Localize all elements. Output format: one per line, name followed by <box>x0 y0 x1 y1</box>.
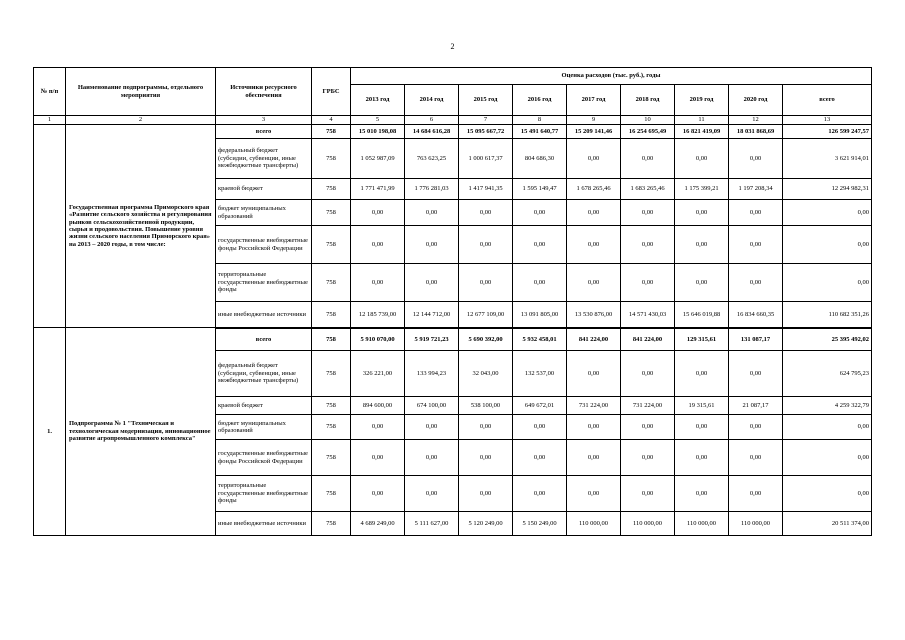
year-value: 0,00 <box>459 440 513 476</box>
year-value: 1 595 149,47 <box>513 179 567 200</box>
year-value: 0,00 <box>459 200 513 226</box>
year-value: 14 684 616,28 <box>405 125 459 139</box>
page-number: 2 <box>450 42 455 51</box>
total-value: 4 259 322,79 <box>783 397 872 415</box>
year-value: 804 686,30 <box>513 139 567 179</box>
funding-source: иные внебюджетные источники <box>216 512 312 536</box>
year-value: 0,00 <box>675 415 729 440</box>
header-grbs: ГРБС <box>312 68 351 116</box>
total-value: 0,00 <box>783 226 872 264</box>
year-value: 0,00 <box>621 476 675 512</box>
grbs-code: 758 <box>312 226 351 264</box>
year-value: 538 100,00 <box>459 397 513 415</box>
total-value: 12 294 982,31 <box>783 179 872 200</box>
year-value: 1 683 265,46 <box>621 179 675 200</box>
year-value: 0,00 <box>675 200 729 226</box>
grbs-code: 758 <box>312 139 351 179</box>
program-name: Государственная программа Приморского края «Развитие сельского хозяйства и регулирования рынков сельскохозяйственной продукции, сырья и продовольствия. Повышение уровня жизни сельского населения Приморского края» на 2013 – 2020 годы, в том числе: <box>66 125 216 328</box>
year-value: 0,00 <box>405 226 459 264</box>
year-value: 0,00 <box>513 200 567 226</box>
year-value: 1 678 265,46 <box>567 179 621 200</box>
column-number: 9 <box>567 116 621 125</box>
row-number <box>34 125 66 328</box>
year-value: 0,00 <box>405 200 459 226</box>
header-year: 2019 год <box>675 85 729 116</box>
year-value: 1 197 208,34 <box>729 179 783 200</box>
year-value: 14 571 430,03 <box>621 302 675 328</box>
year-value: 0,00 <box>621 226 675 264</box>
table-row <box>34 328 872 351</box>
total-value: 0,00 <box>783 200 872 226</box>
year-value: 15 095 667,72 <box>459 125 513 139</box>
year-value: 13 530 876,00 <box>567 302 621 328</box>
year-value: 0,00 <box>621 415 675 440</box>
year-value: 0,00 <box>567 139 621 179</box>
header-num: № п/п <box>34 68 66 116</box>
year-value: 5 932 458,01 <box>513 328 567 351</box>
column-number: 1 <box>34 116 66 125</box>
year-value: 13 091 805,00 <box>513 302 567 328</box>
year-value: 0,00 <box>675 476 729 512</box>
year-value: 731 224,00 <box>567 397 621 415</box>
table-row <box>34 125 872 139</box>
year-value: 0,00 <box>351 200 405 226</box>
year-value: 12 677 109,00 <box>459 302 513 328</box>
grbs-code: 758 <box>312 397 351 415</box>
year-value: 674 100,00 <box>405 397 459 415</box>
year-value: 15 209 141,46 <box>567 125 621 139</box>
grbs-code: 758 <box>312 512 351 536</box>
year-value: 15 491 640,77 <box>513 125 567 139</box>
column-number: 10 <box>621 116 675 125</box>
year-value: 0,00 <box>621 351 675 397</box>
total-value: 110 682 351,26 <box>783 302 872 328</box>
year-value: 841 224,00 <box>621 328 675 351</box>
funding-source: федеральный бюджет (субсидии, субвенции, иные межбюджетные трансферты) <box>216 139 312 179</box>
year-value: 18 031 868,69 <box>729 125 783 139</box>
year-value: 32 043,00 <box>459 351 513 397</box>
year-value: 0,00 <box>351 264 405 302</box>
year-value: 0,00 <box>729 476 783 512</box>
year-value: 0,00 <box>621 264 675 302</box>
total-value: 0,00 <box>783 476 872 512</box>
expenditure-table <box>33 67 872 536</box>
total-value: 20 511 374,00 <box>783 512 872 536</box>
year-value: 12 185 739,00 <box>351 302 405 328</box>
year-value: 1 771 471,99 <box>351 179 405 200</box>
total-value: 126 599 247,57 <box>783 125 872 139</box>
program-name: Подпрограмма № 1 "Техническая и технологическая модернизация, инновационное развитие агропромышленного комплекса" <box>66 328 216 536</box>
grbs-code: 758 <box>312 440 351 476</box>
year-value: 0,00 <box>513 415 567 440</box>
year-value: 1 052 987,09 <box>351 139 405 179</box>
year-value: 0,00 <box>621 200 675 226</box>
grbs-code: 758 <box>312 264 351 302</box>
grbs-code: 758 <box>312 179 351 200</box>
year-value: 15 010 198,08 <box>351 125 405 139</box>
year-value: 0,00 <box>351 226 405 264</box>
funding-source: краевой бюджет <box>216 397 312 415</box>
year-value: 16 821 419,09 <box>675 125 729 139</box>
year-value: 0,00 <box>621 139 675 179</box>
year-value: 0,00 <box>675 226 729 264</box>
total-value: 25 395 492,02 <box>783 328 872 351</box>
grbs-code: 758 <box>312 476 351 512</box>
year-value: 326 221,00 <box>351 351 405 397</box>
grbs-code: 758 <box>312 125 351 139</box>
year-value: 0,00 <box>675 351 729 397</box>
year-value: 110 000,00 <box>675 512 729 536</box>
year-value: 0,00 <box>567 415 621 440</box>
year-value: 0,00 <box>675 440 729 476</box>
header-year: 2015 год <box>459 85 513 116</box>
year-value: 1 776 281,03 <box>405 179 459 200</box>
funding-source: федеральный бюджет (субсидии, субвенции, иные межбюджетные трансферты) <box>216 351 312 397</box>
year-value: 0,00 <box>459 264 513 302</box>
year-value: 110 000,00 <box>621 512 675 536</box>
header-year: всего <box>783 85 872 116</box>
year-value: 0,00 <box>351 415 405 440</box>
year-value: 0,00 <box>405 440 459 476</box>
year-value: 5 120 249,00 <box>459 512 513 536</box>
year-value: 12 144 712,00 <box>405 302 459 328</box>
year-value: 1 000 617,37 <box>459 139 513 179</box>
column-number: 5 <box>351 116 405 125</box>
column-number: 2 <box>66 116 216 125</box>
year-value: 894 600,00 <box>351 397 405 415</box>
year-value: 0,00 <box>513 226 567 264</box>
year-value: 5 919 721,23 <box>405 328 459 351</box>
header-year: 2016 год <box>513 85 567 116</box>
total-value: 0,00 <box>783 264 872 302</box>
year-value: 0,00 <box>405 264 459 302</box>
year-value: 0,00 <box>513 476 567 512</box>
header-source: Источники ресурсного обеспечения <box>216 68 312 116</box>
year-value: 15 646 019,88 <box>675 302 729 328</box>
header-year: 2018 год <box>621 85 675 116</box>
column-number: 6 <box>405 116 459 125</box>
year-value: 731 224,00 <box>621 397 675 415</box>
grbs-code: 758 <box>312 415 351 440</box>
year-value: 129 315,61 <box>675 328 729 351</box>
total-value: 3 621 914,01 <box>783 139 872 179</box>
header-year: 2017 год <box>567 85 621 116</box>
year-value: 133 994,23 <box>405 351 459 397</box>
year-value: 19 315,61 <box>675 397 729 415</box>
funding-source: краевой бюджет <box>216 179 312 200</box>
year-value: 4 689 249,00 <box>351 512 405 536</box>
funding-source: государственные внебюджетные фонды Российской Федерации <box>216 226 312 264</box>
header-group-title: Оценка расходов (тыс. руб.), годы <box>351 68 872 85</box>
year-value: 0,00 <box>621 440 675 476</box>
funding-source: бюджет муниципальных образований <box>216 200 312 226</box>
funding-source: бюджет муниципальных образований <box>216 415 312 440</box>
funding-source: территориальные государственные внебюджетные фонды <box>216 476 312 512</box>
year-value: 0,00 <box>513 440 567 476</box>
year-value: 0,00 <box>459 476 513 512</box>
year-value: 5 910 070,00 <box>351 328 405 351</box>
funding-source: иные внебюджетные источники <box>216 302 312 328</box>
funding-source: всего <box>216 125 312 139</box>
column-number: 12 <box>729 116 783 125</box>
funding-source: территориальные государственные внебюджетные фонды <box>216 264 312 302</box>
year-value: 0,00 <box>351 440 405 476</box>
year-value: 0,00 <box>729 415 783 440</box>
year-value: 1 175 399,21 <box>675 179 729 200</box>
year-value: 5 150 249,00 <box>513 512 567 536</box>
total-value: 0,00 <box>783 440 872 476</box>
year-value: 0,00 <box>729 264 783 302</box>
column-number: 13 <box>783 116 872 125</box>
year-value: 110 000,00 <box>729 512 783 536</box>
column-number: 3 <box>216 116 312 125</box>
header-year: 2014 год <box>405 85 459 116</box>
year-value: 5 690 392,00 <box>459 328 513 351</box>
row-number: 1. <box>34 328 66 536</box>
year-value: 649 672,01 <box>513 397 567 415</box>
year-value: 5 111 627,00 <box>405 512 459 536</box>
year-value: 0,00 <box>567 476 621 512</box>
year-value: 0,00 <box>351 476 405 512</box>
column-number: 7 <box>459 116 513 125</box>
year-value: 132 537,00 <box>513 351 567 397</box>
year-value: 1 417 941,35 <box>459 179 513 200</box>
year-value: 841 224,00 <box>567 328 621 351</box>
year-value: 763 623,25 <box>405 139 459 179</box>
year-value: 131 087,17 <box>729 328 783 351</box>
year-value: 16 254 695,49 <box>621 125 675 139</box>
grbs-code: 758 <box>312 200 351 226</box>
year-value: 0,00 <box>729 351 783 397</box>
year-value: 0,00 <box>675 264 729 302</box>
header-name: Наименование подпрограммы, отдельного мероприятия <box>66 68 216 116</box>
year-value: 0,00 <box>567 200 621 226</box>
year-value: 0,00 <box>567 226 621 264</box>
year-value: 0,00 <box>459 226 513 264</box>
year-value: 0,00 <box>459 415 513 440</box>
year-value: 21 087,17 <box>729 397 783 415</box>
year-value: 0,00 <box>567 440 621 476</box>
total-value: 0,00 <box>783 415 872 440</box>
funding-source: всего <box>216 328 312 351</box>
year-value: 110 000,00 <box>567 512 621 536</box>
column-number: 8 <box>513 116 567 125</box>
year-value: 0,00 <box>729 226 783 264</box>
year-value: 0,00 <box>405 415 459 440</box>
header-year: 2013 год <box>351 85 405 116</box>
year-value: 0,00 <box>567 351 621 397</box>
total-value: 624 795,23 <box>783 351 872 397</box>
year-value: 0,00 <box>729 139 783 179</box>
year-value: 0,00 <box>405 476 459 512</box>
grbs-code: 758 <box>312 302 351 328</box>
year-value: 0,00 <box>513 264 567 302</box>
year-value: 0,00 <box>567 264 621 302</box>
funding-source: государственные внебюджетные фонды Российской Федерации <box>216 440 312 476</box>
column-number: 11 <box>675 116 729 125</box>
year-value: 0,00 <box>729 440 783 476</box>
header-year: 2020 год <box>729 85 783 116</box>
grbs-code: 758 <box>312 351 351 397</box>
column-number: 4 <box>312 116 351 125</box>
year-value: 0,00 <box>675 139 729 179</box>
year-value: 0,00 <box>729 200 783 226</box>
grbs-code: 758 <box>312 328 351 351</box>
year-value: 16 834 660,35 <box>729 302 783 328</box>
